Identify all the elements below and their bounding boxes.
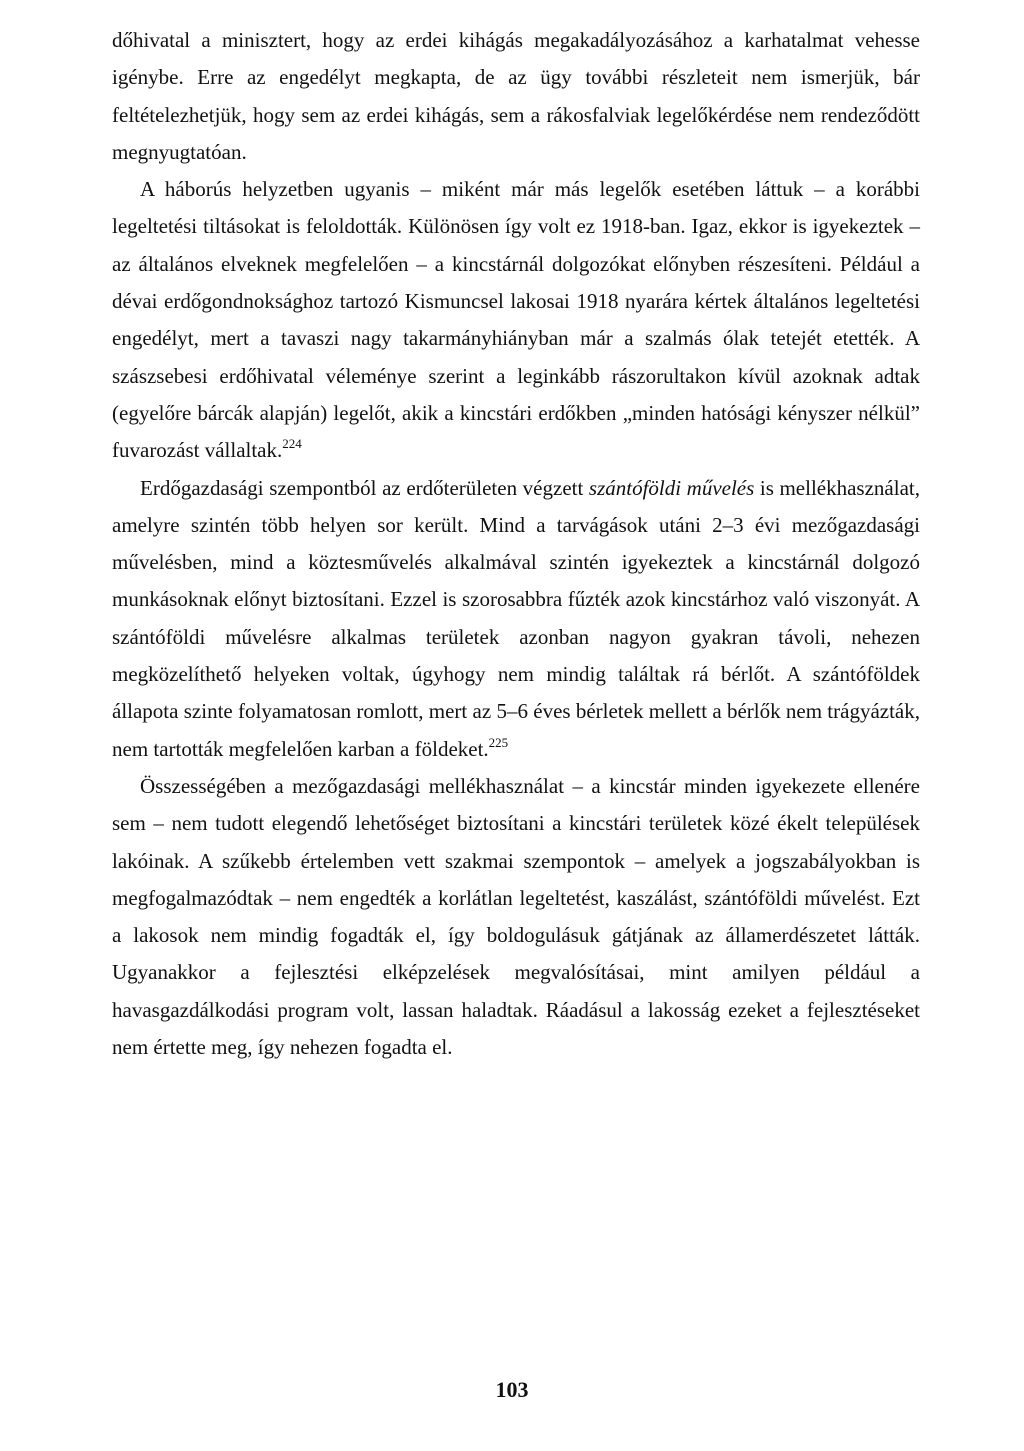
- page-body: [112, 22, 920, 1066]
- paragraph-3-text-after: is mellékhasználat, amelyre szintén több helyen sor került. Mind a tarvágások utáni 2–3 évi mezőgazdasági művelésben, mind a köztesművelés alkalmával szintén igyekeztek a kincstárnál dolgozó munkásoknak előnyt biztosítani. Ezzel is szorosabbra fűzték azok kincstárhoz való viszonyát. A szántóföldi művelésre alkalmas területek azonban nagyon gyakran távoli, nehezen megközelíthető helyeken voltak, úgyhogy nem mindig találtak rá bérlőt. A szántóföldek állapota szinte folyamatosan romlott, mert az 5–6 éves bérletek mellett a bérlők nem trágyázták, nem tartották megfelelően karban a földeket.: [112, 475, 920, 761]
- paragraph-3-italic-term: szántóföldi művelés: [588, 475, 755, 500]
- footnote-ref-225[interactable]: 225: [488, 734, 509, 750]
- paragraph-3-text-before: Erdőgazdasági szempontból az erdőterületen végzett: [140, 475, 589, 500]
- paragraph-4: Összességében a mezőgazdasági mellékhasználat – a kincstár minden igyekezete ellenére sem – nem tudott elegendő lehetőséget biztosítani a kincstári területek közé ékelt települések lakóinak. A szűkebb értelemben vett szakmai szempontok – amelyek a jogszabályokban is megfogalmazódtak – nem engedték a korlátlan legeltetést, kaszálást, szántóföldi művelést. Ezt a lakosok nem mindig fogadták el, így boldogulásuk gátjának az államerdészetet látták. Ugyanakkor a fejlesztési elképzelések megvalósításai, mint amilyen például a havasgazdálkodási program volt, lassan haladtak. Ráadásul a lakosság ezeket a fejlesztéseket nem értette meg, így nehezen fogadta el.: [112, 773, 920, 1060]
- paragraph-2: [112, 171, 920, 469]
- page-number: 103: [495, 1377, 529, 1402]
- footnote-ref-224[interactable]: 224: [282, 436, 302, 452]
- paragraph-2-text: A háborús helyzetben ugyanis – miként már más legelők esetében láttuk – a korábbi legeltetési tiltásokat is feloldották. Különösen így volt ez 1918-ban. Igaz, ekkor is igyekeztek – az általános elveknek megfelelően – a kincstárnál dolgozókat előnyben részesíteni. Például a dévai erdőgondnoksághoz tartozó Kismuncsel lakosai 1918 nyarára kértek általános legeltetési engedélyt, mert a tavaszi nagy takarmányhiányban már a szalmás ólak tetejét etették. A szászsebesi erdőhivatal véleménye szerint a leginkább rászorultakon kívül azoknak adtak (egyelőre bárcák alapján) legelőt, akik a kincstári erdőkben „minden hatósági kényszer nélkül” fuvarozást vállaltak.: [112, 177, 920, 463]
- paragraph-1: dőhivatal a minisztert, hogy az erdei kihágás megakadályozásához a karhatalmat vehesse igénybe. Erre az engedélyt megkapta, de az ügy további részleteit nem ismerjük, bár feltételezhetjük, hogy sem az erdei kihágás, sem a rákosfalviak legelőkérdése nem rendeződött megnyugtatóan.: [112, 28, 920, 164]
- paragraph-3: [112, 470, 920, 768]
